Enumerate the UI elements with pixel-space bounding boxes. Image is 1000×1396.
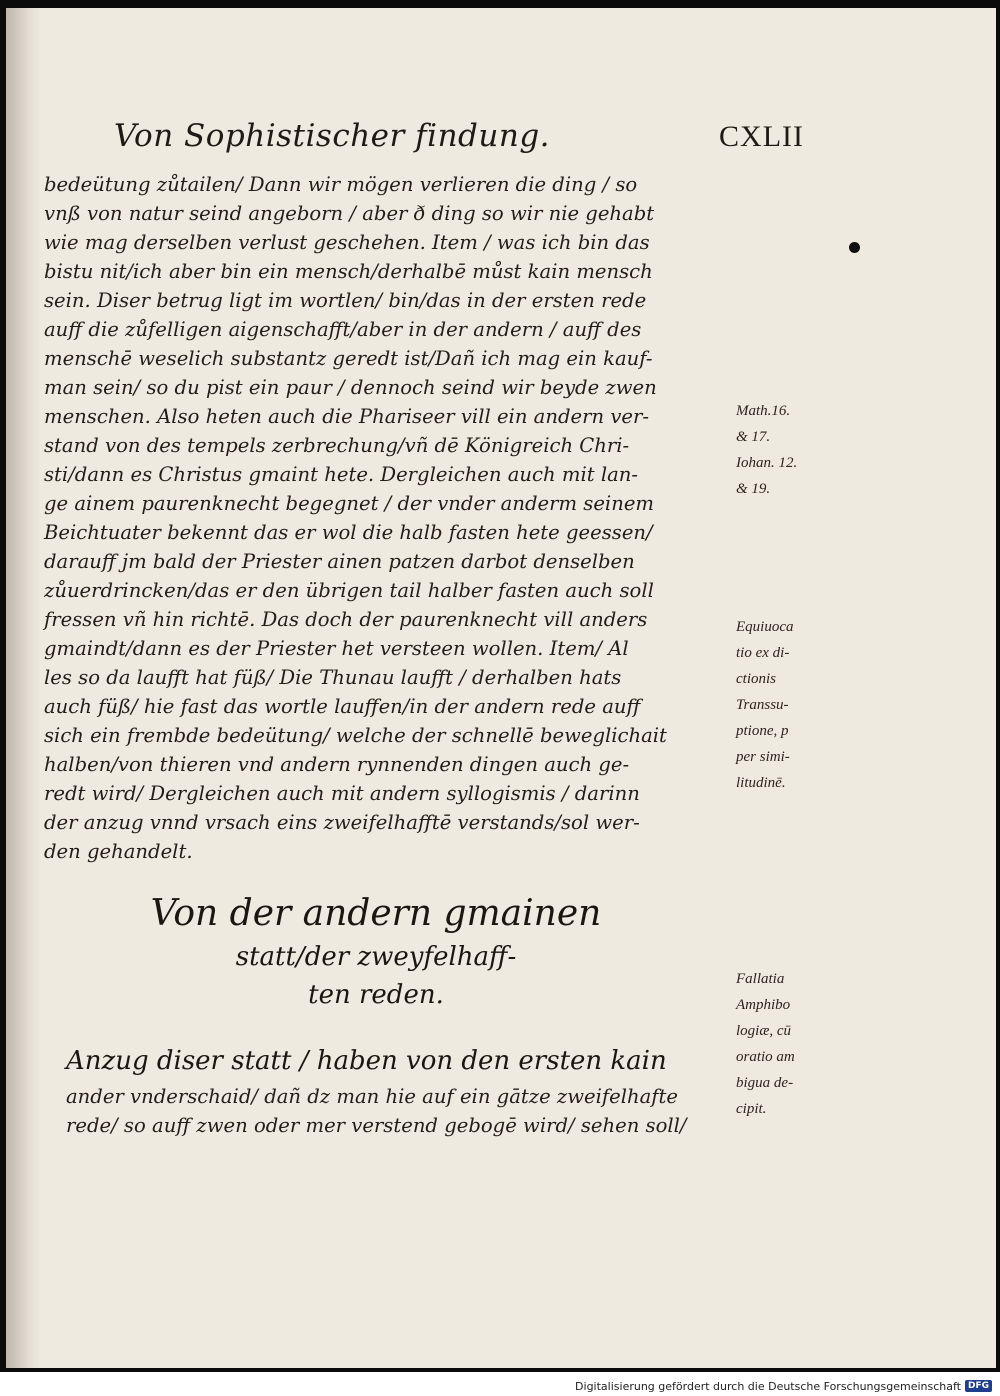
margin-note: Iohan. 12.	[736, 455, 798, 471]
text-line: man sein/ so du pist ein paur / dennoch seind wir beyde zwen	[44, 376, 657, 399]
text-line: rede/ so auff zwen oder mer verstend gebogē wird/ sehen soll/	[66, 1114, 687, 1137]
margin-reference-group	[736, 398, 846, 502]
text-line: gmaindt/dann es der Priester het versteen wollen. Item/ Al	[44, 637, 629, 660]
margin-note: & 17.	[736, 429, 771, 445]
text-line: der anzug vnnd vrsach eins zweifelhafftē verstands/sol wer-	[44, 811, 640, 834]
margin-note: & 19.	[736, 481, 771, 497]
text-line: den gehandelt.	[44, 840, 193, 863]
text-line: auff die zůfelligen aigenschafft/aber in der andern / auff des	[44, 318, 642, 341]
margin-note: Math.16.	[736, 403, 791, 419]
text-line: sein. Diser betrug ligt im wortlen/ bin/das in der ersten rede	[44, 289, 647, 312]
margin-note: Amphibo	[736, 997, 791, 1013]
book-page	[6, 8, 996, 1368]
main-text-block	[44, 170, 724, 866]
folio-number: CXLII	[719, 120, 804, 153]
text-line: stand von des tempels zerbrechung/vñ dē Königreich Chri-	[44, 434, 630, 457]
running-title: Von Sophistischer findung.	[114, 118, 551, 154]
section-heading	[146, 890, 606, 1014]
margin-note: oratio am	[736, 1049, 795, 1065]
page-gutter	[6, 8, 40, 1368]
margin-note: tio ex di-	[736, 645, 790, 661]
margin-note: Fallatia	[736, 971, 785, 987]
digitization-credit	[575, 1378, 992, 1394]
text-line: bistu nit/ich aber bin ein mensch/derhalbē můst kain mensch	[44, 260, 653, 283]
section-heading-line: ten reden.	[308, 980, 444, 1010]
ink-dot-mark	[849, 242, 860, 253]
margin-notes	[736, 398, 846, 1122]
section-heading-line: statt/der zweyfelhaff-	[235, 942, 517, 972]
text-line: les so da laufft hat füß/ Die Thunau laufft / derhalben hats	[44, 666, 622, 689]
margin-amphibologia-group	[736, 966, 846, 1122]
text-line: auch füß/ hie fast das wortle lauffen/in der andern rede auff	[44, 695, 641, 718]
margin-note: per simi-	[736, 749, 790, 765]
text-line: ge ainem paurenknecht begegnet / der vnder anderm seinem	[44, 492, 654, 515]
margin-note: litudinē.	[736, 775, 786, 791]
text-line: menschen. Also heten auch die Phariseer vill ein andern ver-	[44, 405, 649, 428]
text-line: Beichtuater bekennt das er wol die halb fasten hete geessen/	[44, 521, 653, 544]
margin-note: ptione, p	[736, 723, 789, 739]
running-head	[114, 118, 804, 166]
paragraph-opening-line: Anzug diser statt / haben von den ersten kain	[66, 1046, 667, 1076]
credit-text: Digitalisierung gefördert durch die Deutsche Forschungsgemeinschaft	[575, 1379, 961, 1393]
margin-equivocatio-group	[736, 614, 846, 796]
section-heading-line: Von der andern gmainen	[150, 893, 602, 934]
dfg-logo: DFG	[965, 1380, 992, 1392]
margin-note: Equiuoca	[736, 619, 794, 635]
margin-note: Transsu-	[736, 697, 789, 713]
margin-note: ctionis	[736, 671, 776, 687]
text-line: bedeütung zůtailen/ Dann wir mögen verlieren die ding / so	[44, 173, 638, 196]
text-line: sich ein frembde bedeütung/ welche der schnellē beweglichait	[44, 724, 667, 747]
text-line: redt wird/ Dergleichen auch mit andern syllogismis / darinn	[44, 782, 640, 805]
margin-note: logiæ, cū	[736, 1023, 791, 1039]
text-line: halben/von thieren vnd andern rynnenden dingen auch ge-	[44, 753, 630, 776]
text-line: sti/dann es Christus gmaint hete. Dergleichen auch mit lan-	[44, 463, 639, 486]
margin-note: cipit.	[736, 1101, 767, 1117]
text-line: darauff jm bald der Priester ainen patzen darbot denselben	[44, 550, 635, 573]
second-paragraph	[66, 1040, 716, 1140]
text-line: fressen vñ hin richtē. Das doch der paurenknecht vill anders	[44, 608, 648, 631]
text-line: wie mag derselben verlust geschehen. Item / was ich bin das	[44, 231, 650, 254]
text-line: menschē weselich substantz geredt ist/Dañ ich mag ein kauf-	[44, 347, 653, 370]
margin-note: bigua de-	[736, 1075, 794, 1091]
text-line: vnß von natur seind angeborn / aber ð ding so wir nie gehabt	[44, 202, 655, 225]
text-line: zůuerdrincken/das er den übrigen tail halber fasten auch soll	[44, 579, 654, 602]
text-line: ander vnderschaid/ dañ dz man hie auf ein gātze zweifelhafte	[66, 1085, 679, 1108]
